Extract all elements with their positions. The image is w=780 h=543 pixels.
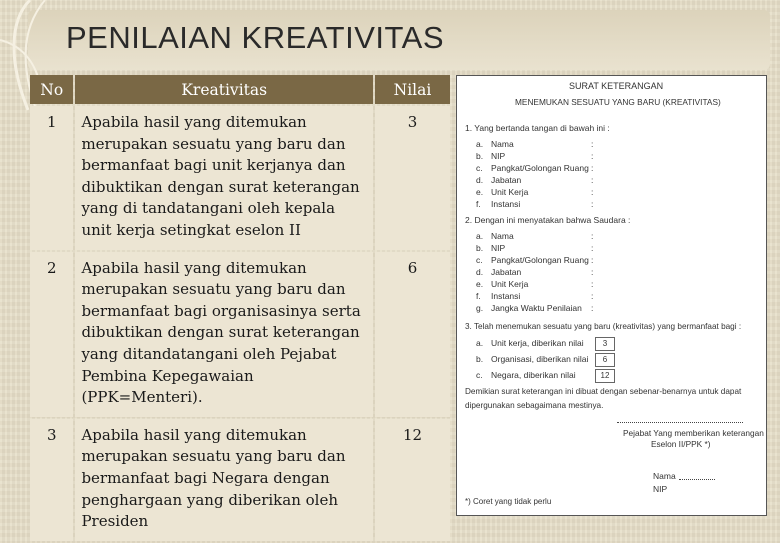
field-label: Pangkat/Golongan Ruang (491, 255, 589, 265)
field-label: Jabatan (491, 175, 522, 185)
field-letter: b. (476, 243, 484, 253)
field-colon: : (591, 151, 594, 161)
field-label: Negara, diberikan nilai (491, 370, 576, 380)
header-nilai: Nilai (375, 75, 450, 104)
closing-text: dipergunakan sebagaimana mestinya. (465, 401, 604, 410)
header-kreativitas: Kreativitas (75, 75, 373, 104)
header-no: No (30, 75, 73, 104)
field-colon: : (591, 175, 594, 185)
field-colon: : (591, 255, 594, 265)
certificate-document (456, 75, 767, 516)
field-letter: c. (476, 163, 483, 173)
page-title: PENILAIAN KREATIVITAS (66, 20, 445, 55)
field-colon: : (591, 303, 594, 313)
field-letter: d. (476, 267, 484, 277)
nip-label: NIP (653, 484, 668, 494)
field-letter: a. (476, 139, 484, 149)
field-label: Organisasi, diberikan nilai (491, 354, 589, 364)
row-number: 1 (30, 106, 73, 250)
field-letter: c. (476, 370, 483, 380)
row-value: 6 (375, 252, 450, 417)
signature-line (617, 422, 743, 423)
table-row (30, 252, 450, 417)
field-label: Unit Kerja (491, 279, 529, 289)
row-number: 2 (30, 252, 73, 417)
name-label: Nama (653, 471, 676, 481)
field-letter: e. (476, 187, 484, 197)
field-label: Pangkat/Golongan Ruang (491, 163, 589, 173)
field-letter: e. (476, 279, 484, 289)
section-3-heading: 3. Telah menemukan sesuatu yang baru (kreativitas) yang bermanfaat bagi : (465, 322, 742, 331)
section-2-heading: 2. Dengan ini menyatakan bahwa Saudara : (465, 215, 631, 225)
field-letter: c. (476, 255, 483, 265)
table-row (30, 106, 450, 250)
field-letter: a. (476, 338, 484, 348)
score-box: 12 (595, 369, 615, 383)
name-line (679, 479, 715, 480)
score-box: 6 (595, 353, 615, 367)
field-letter: b. (476, 151, 484, 161)
field-colon: : (591, 267, 594, 277)
field-label: Jabatan (491, 267, 522, 277)
field-colon: : (591, 231, 594, 241)
field-colon: : (591, 199, 594, 209)
field-colon: : (591, 279, 594, 289)
row-description: Apabila hasil yang ditemukan merupakan sesuatu yang baru dan bermanfaat bagi Negara dengan penghargaan yang diberikan oleh Presiden (75, 419, 373, 541)
table-header-row (30, 75, 450, 104)
field-letter: a. (476, 231, 484, 241)
row-description: Apabila hasil yang ditemukan merupakan sesuatu yang baru dan bermanfaat bagi unit kerjanya dan dibuktikan dengan surat keterangan yang di tandatangani oleh kepala unit kerja setingkat eselon II (75, 106, 373, 250)
footnote: *) Coret yang tidak perlu (465, 497, 552, 506)
field-colon: : (591, 187, 594, 197)
field-label: NIP (491, 243, 506, 253)
closing-text: Demikian surat keterangan ini dibuat dengan sebenar-benarnya untuk dapat (465, 387, 742, 396)
field-label: Instansi (491, 291, 521, 301)
signer-title: Pejabat Yang memberikan keterangan (623, 428, 764, 438)
field-label: Nama (491, 139, 514, 149)
field-letter: g. (476, 303, 484, 313)
field-letter: d. (476, 175, 484, 185)
field-colon: : (591, 163, 594, 173)
field-letter: f. (476, 291, 481, 301)
field-label: Unit kerja, diberikan nilai (491, 338, 584, 348)
field-label: Nama (491, 231, 514, 241)
field-label: Unit Kerja (491, 187, 529, 197)
score-box: 3 (595, 337, 615, 351)
table-row (30, 419, 450, 541)
row-value: 3 (375, 106, 450, 250)
document-subheading: MENEMUKAN SESUATU YANG BARU (KREATIVITAS) (515, 97, 721, 107)
field-colon: : (591, 243, 594, 253)
row-description: Apabila hasil yang ditemukan merupakan sesuatu yang baru dan bermanfaat bagi organisasinya serta dibuktikan dengan surat keterangan yang ditandatangani oleh Pejabat Pembina Kepegawaian (PPK=Menteri). (75, 252, 373, 417)
section-1-heading: 1. Yang bertanda tangan di bawah ini : (465, 123, 610, 133)
field-label: Instansi (491, 199, 521, 209)
field-colon: : (591, 291, 594, 301)
field-colon: : (591, 139, 594, 149)
field-letter: b. (476, 354, 484, 364)
row-number: 3 (30, 419, 73, 541)
row-value: 12 (375, 419, 450, 541)
document-heading: SURAT KETERANGAN (569, 81, 664, 91)
field-letter: f. (476, 199, 481, 209)
signer-rank: Eselon II/PPK *) (651, 439, 711, 449)
assessment-table (28, 73, 452, 543)
field-label: Jangka Waktu Penilaian (491, 303, 582, 313)
field-label: NIP (491, 151, 506, 161)
